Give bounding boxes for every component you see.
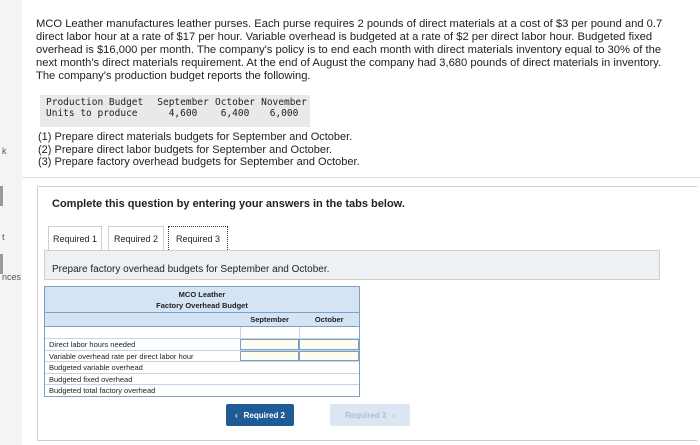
requirements-list [38,131,360,169]
empty-cell [299,362,359,373]
previous-button-label: Required 2 [243,410,285,420]
month-november: November [261,97,307,108]
problem-text: MCO Leather manufactures leather purses. Each purse requires 2 pounds of direct materials at a cost of $3 per pound and 0.7 direct labor hour at a rate of $17 per hour. Variable overhead is budgeted at a rate of $2 per direct labor hour. Budgeted fixed overhead is $16,000 per month. The company's policy is to end each month with direct materials inventory equal to 30% of the next month's direct materials requirement. At the end of August the company had 3,680 pounds of direct materials in inventory. The company's production budget reports the following. [36,18,663,82]
requirement-item: (3) Prepare factory overhead budgets for September and October. [38,156,360,168]
column-october: October [314,315,344,324]
units-october: 6,400 [220,108,250,119]
sidebar-marker [0,186,3,206]
row-label: Direct labor hours needed [49,340,136,349]
tab-required-3[interactable]: Required 3 [168,226,228,250]
sidebar-fragment: t [2,232,5,242]
budget-spacer-row [45,327,359,338]
table-row [45,338,359,350]
factory-overhead-budget-table [44,286,360,397]
left-sidebar-strip [0,0,22,445]
row-label: Budgeted fixed overhead [49,374,133,384]
section-divider [22,177,700,178]
chevron-left-icon: ‹ [234,410,238,420]
chevron-right-icon: › [392,410,395,420]
requirement-item: (2) Prepare direct labor budgets for September and October. [38,143,333,156]
input-cell-october[interactable] [299,339,359,350]
empty-cell [299,385,359,396]
budget-title: Factory Overhead Budget [156,301,248,310]
instruction-text: Complete this question by entering your answers in the tabs below. [52,198,405,210]
requirement-item: (1) Prepare direct materials budgets for September and October. [38,131,353,143]
row-label: Budgeted total factory overhead [49,386,156,395]
next-required-button[interactable] [330,404,410,426]
table-row [45,373,359,385]
table-row [45,384,359,396]
table-row [45,361,359,373]
panel-instruction: Prepare factory overhead budgets for September and October. [52,264,330,275]
input-cell-october[interactable] [299,351,359,362]
units-september: 4,600 [168,108,198,119]
production-budget-table [40,95,310,127]
production-budget-units-row [46,108,310,119]
tab-required-1[interactable]: Required 1 [48,226,102,250]
empty-cell [240,374,300,385]
production-budget-header-row [46,97,310,108]
table-row [45,350,359,362]
next-button-label: Required 3 [344,410,387,420]
sidebar-marker [0,254,3,274]
budget-header [45,287,359,313]
units-november: 6,000 [269,108,299,119]
input-cell-september[interactable] [240,351,300,362]
month-september: September [157,97,209,108]
column-september: September [250,315,289,324]
empty-cell [299,374,359,385]
empty-cell [240,385,300,396]
sidebar-fragment: k [2,146,7,156]
input-cell-september[interactable] [240,339,300,350]
units-to-produce-label: Units to produce [46,108,138,119]
budget-company-name: MCO Leather [178,290,226,299]
previous-required-button[interactable] [226,404,294,426]
tab-required-2[interactable]: Required 2 [108,226,164,250]
sidebar-references-link[interactable]: nces [2,272,22,282]
row-label: Budgeted variable overhead [49,363,143,372]
month-october: October [214,97,256,108]
row-label: Variable overhead rate per direct labor hour [49,351,194,361]
budget-column-headers [45,313,359,327]
empty-cell [240,362,300,373]
production-budget-title: Production Budget [46,97,144,108]
